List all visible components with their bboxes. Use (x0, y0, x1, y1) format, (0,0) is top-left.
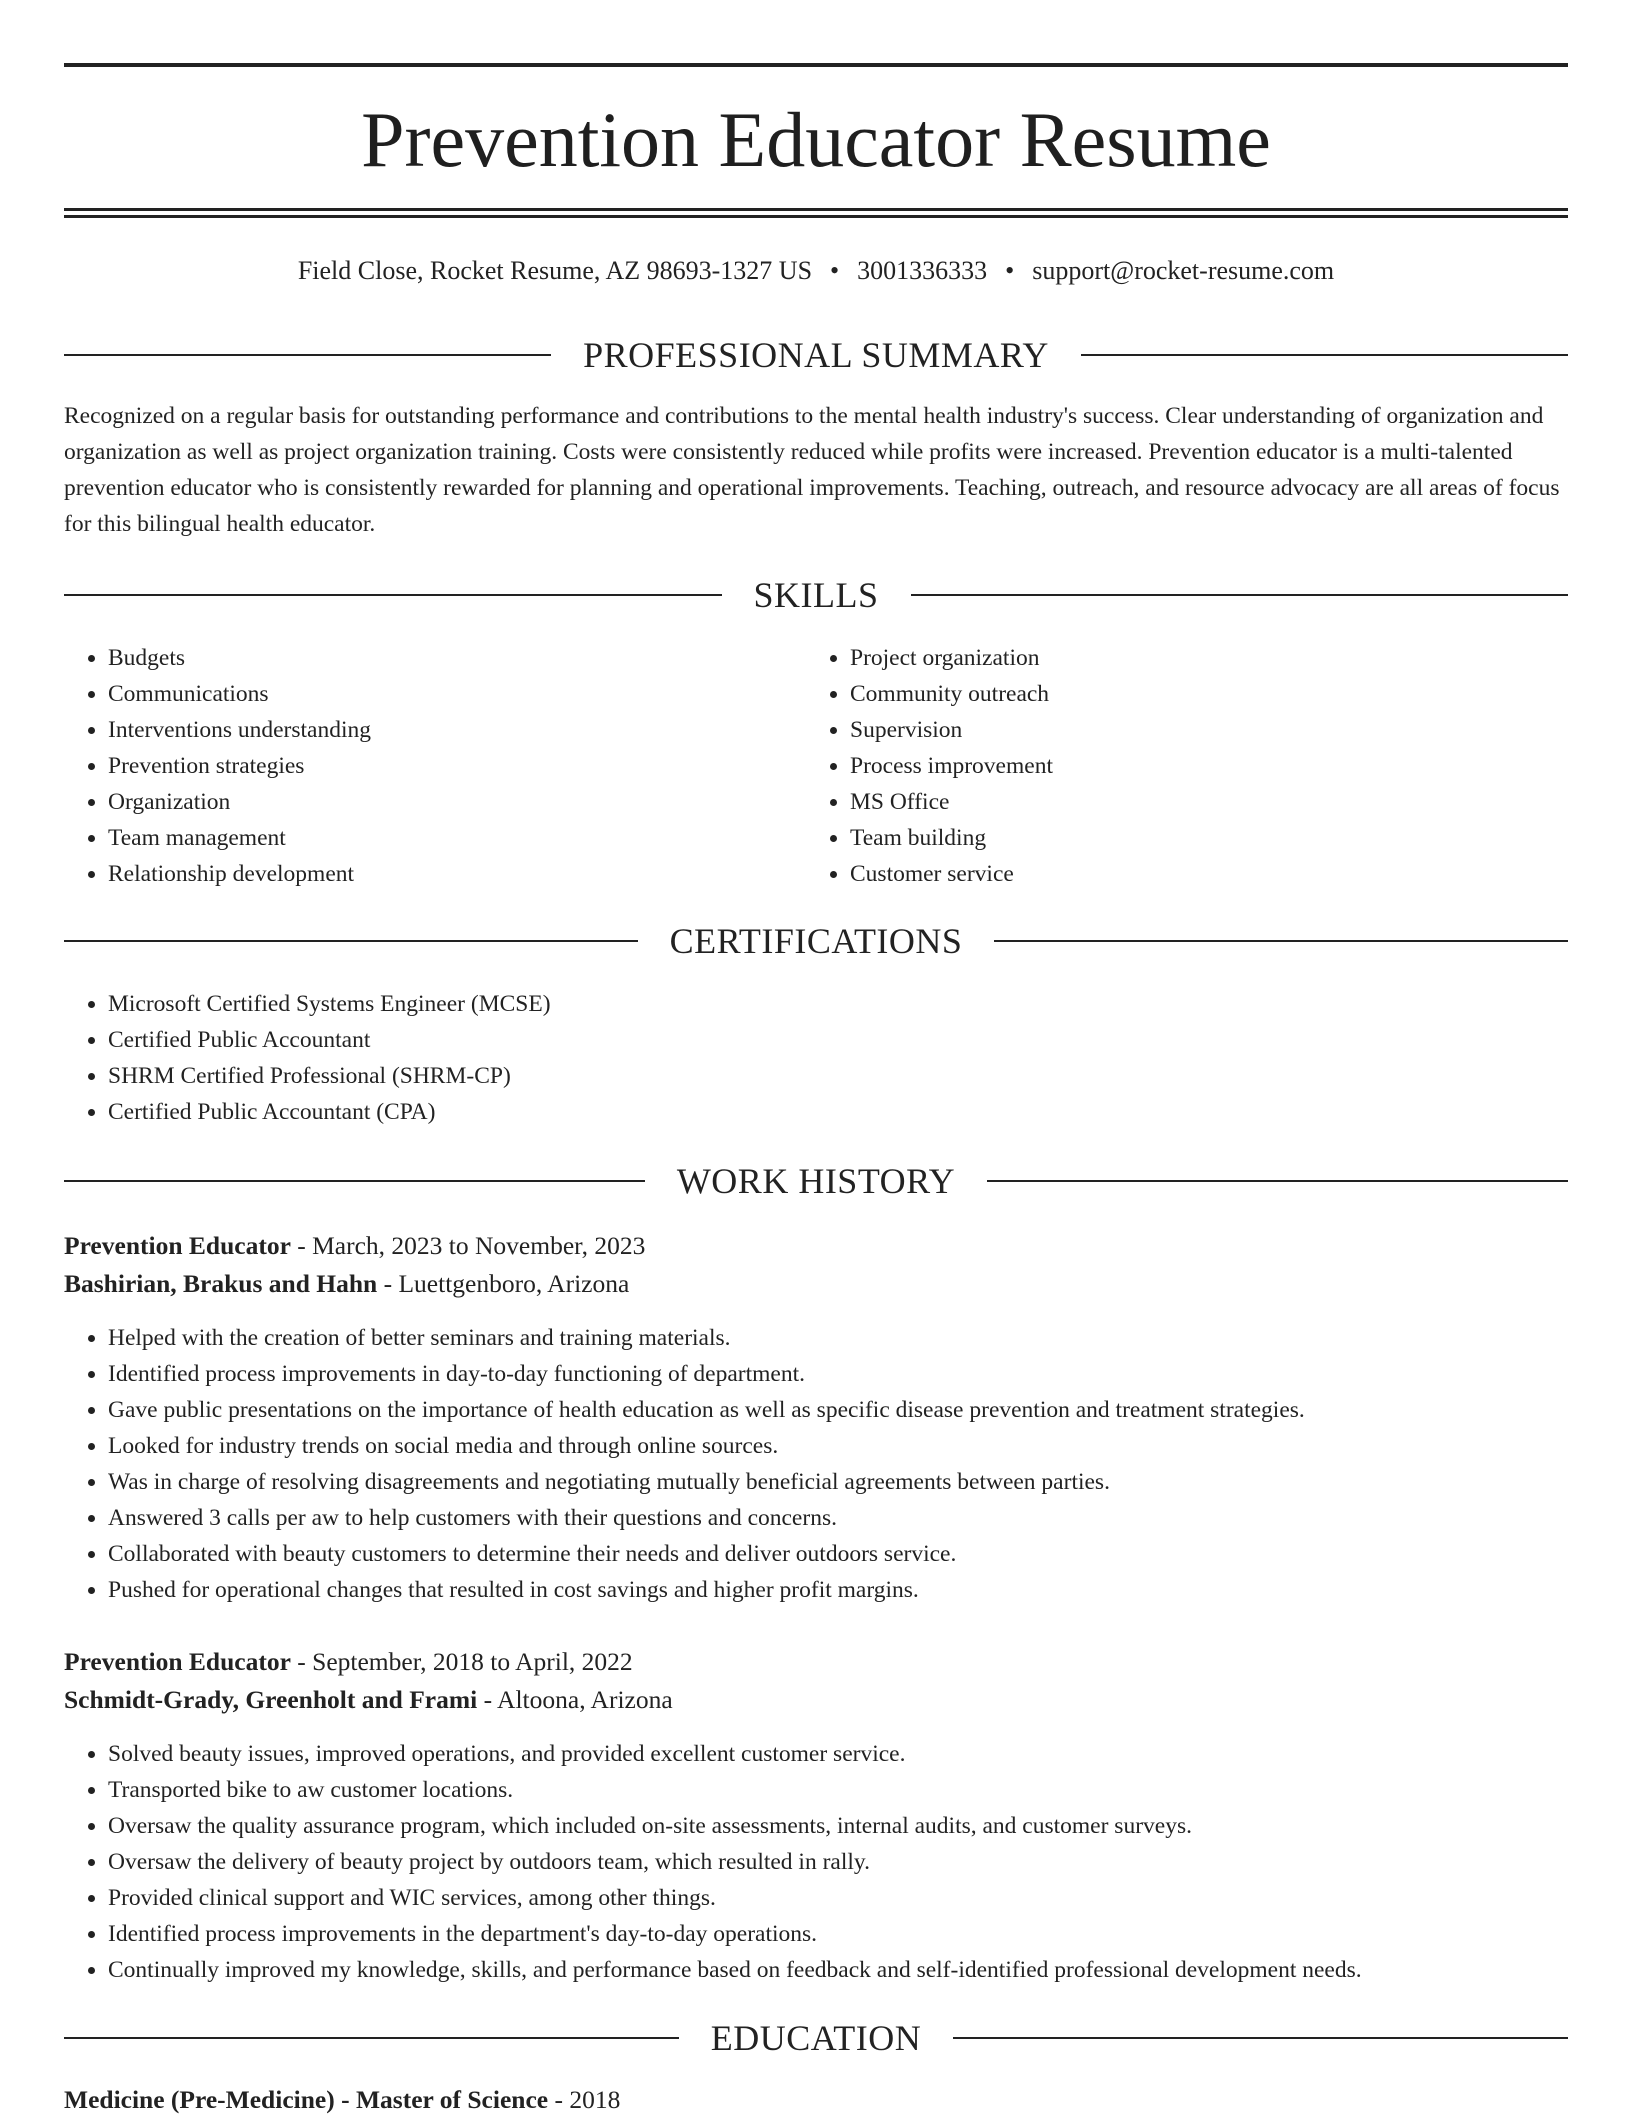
skill-item: • Communications (108, 676, 808, 712)
heading-rule-left (64, 2037, 679, 2039)
job-bullet: • Transported bike to aw customer locations. (108, 1772, 1588, 1808)
job-bullet: • Pushed for operational changes that resulted in cost savings and higher profit margins. (108, 1572, 1588, 1608)
job-title: Prevention Educator (64, 1647, 291, 1676)
job-company: Schmidt-Grady, Greenholt and Frami (64, 1685, 478, 1714)
skill-item: • Project organization (850, 640, 1550, 676)
skill-item: • Process improvement (850, 748, 1550, 784)
skill-item: • Interventions understanding (108, 712, 808, 748)
job-bullet: • Solved beauty issues, improved operations, and provided excellent customer service. (108, 1736, 1588, 1772)
certifications-heading-label: CERTIFICATIONS (669, 921, 963, 961)
skill-item: • Customer service (850, 856, 1550, 892)
education-heading-label: EDUCATION (710, 2018, 922, 2058)
skills-list-left (64, 640, 808, 892)
job-bullet: • Looked for industry trends on social media and through online sources. (108, 1428, 1588, 1464)
job-bullet: • Oversaw the delivery of beauty project by outdoors team, which resulted in rally. (108, 1844, 1588, 1880)
skill-item: • Prevention strategies (108, 748, 808, 784)
job-company-line (64, 1265, 1568, 1303)
skill-item: • Team building (850, 820, 1550, 856)
job-bullet: • Collaborated with beauty customers to determine their needs and deliver outdoors service. (108, 1536, 1588, 1572)
skill-item: • MS Office (850, 784, 1550, 820)
job-bullet: • Answered 3 calls per aw to help customers with their questions and concerns. (108, 1500, 1588, 1536)
job-bullet: • Identified process improvements in day-to-day functioning of department. (108, 1356, 1588, 1392)
job-bullets (64, 1320, 1588, 1608)
job-location: - Luettgenboro, Arizona (383, 1269, 630, 1298)
skill-item: • Organization (108, 784, 808, 820)
heading-rule-left (64, 594, 722, 596)
certifications-list (64, 986, 1568, 1130)
heading-rule-left (64, 1180, 645, 1182)
skill-item: • Relationship development (108, 856, 808, 892)
job-bullet: • Identified process improvements in the department's day-to-day operations. (108, 1916, 1588, 1952)
education-year: - 2018 (554, 2085, 621, 2114)
skills-heading-label: SKILLS (753, 575, 879, 615)
heading-rule-right (911, 594, 1569, 596)
skill-item: • Budgets (108, 640, 808, 676)
contact-address: Field Close, Rocket Resume, AZ 98693-1327 US (297, 256, 813, 285)
skill-item: • Supervision (850, 712, 1550, 748)
job-bullet: • Was in charge of resolving disagreements and negotiating mutually beneficial agreements between parties. (108, 1464, 1588, 1500)
job-bullet: • Provided clinical support and WIC services, among other things. (108, 1880, 1588, 1916)
contact-separator: • (1005, 256, 1015, 285)
certification-item: • SHRM Certified Professional (SHRM-CP) (108, 1058, 1568, 1094)
education-entry (64, 2081, 1568, 2119)
job-title-line (64, 1227, 1568, 1265)
education-heading (64, 2016, 1568, 2060)
job-bullet: • Gave public presentations on the importance of health education as well as specific disease prevention and treatment strategies. (108, 1392, 1588, 1428)
certification-item: • Microsoft Certified Systems Engineer (MCSE) (108, 986, 1568, 1022)
education-degree: Medicine (Pre-Medicine) - Master of Science (64, 2085, 549, 2114)
job-location: - Altoona, Arizona (483, 1685, 673, 1714)
job-bullets (64, 1736, 1588, 1988)
heading-rule-right (994, 940, 1568, 942)
title-double-rule (64, 208, 1568, 218)
top-rule (64, 63, 1568, 67)
certification-item: • Certified Public Accountant (108, 1022, 1568, 1058)
skill-item: • Community outreach (850, 676, 1550, 712)
skill-item: • Team management (108, 820, 808, 856)
skills-heading (64, 573, 1568, 617)
summary-text: Recognized on a regular basis for outstanding performance and contributions to the mental health industry's success. Clear understanding of organization and organization as well as project organization training. Costs were consistently reduced while profits were increased. Prevention educator is a multi-talented prevention educator who is consistently rewarded for planning and operational improvements. Teaching, outreach, and resource advocacy are all areas of focus for this bilingual health educator. (64, 403, 1560, 537)
contact-email: support@rocket-resume.com (1032, 256, 1335, 285)
contact-separator: • (830, 256, 840, 285)
job-bullet: • Helped with the creation of better seminars and training materials. (108, 1320, 1588, 1356)
job-title-line (64, 1643, 1568, 1681)
heading-rule-left (64, 354, 551, 356)
job-bullet: • Oversaw the quality assurance program, which included on-site assessments, internal audits, and customer surveys. (108, 1808, 1588, 1844)
heading-rule-right (953, 2037, 1568, 2039)
job-dates: - March, 2023 to November, 2023 (297, 1231, 646, 1260)
job-dates: - September, 2018 to April, 2022 (297, 1647, 633, 1676)
skills-list-right (806, 640, 1550, 892)
page-title: Prevention Educator Resume (361, 96, 1271, 183)
certification-item: • Certified Public Accountant (CPA) (108, 1094, 1568, 1130)
work-history-heading (64, 1159, 1568, 1203)
job-company: Bashirian, Brakus and Hahn (64, 1269, 378, 1298)
heading-rule-left (64, 940, 638, 942)
contact-phone: 3001336333 (857, 256, 988, 285)
job-bullet: • Continually improved my knowledge, skills, and performance based on feedback and self-identified professional development needs. (108, 1952, 1588, 1988)
contact-line (0, 254, 1632, 288)
job-company-line (64, 1681, 1568, 1719)
work-history-heading-label: WORK HISTORY (676, 1161, 956, 1201)
heading-rule-right (1081, 354, 1568, 356)
summary-heading (64, 333, 1568, 377)
heading-rule-right (987, 1180, 1568, 1182)
summary-heading-label: PROFESSIONAL SUMMARY (583, 335, 1049, 375)
certifications-heading (64, 919, 1568, 963)
job-title: Prevention Educator (64, 1231, 291, 1260)
